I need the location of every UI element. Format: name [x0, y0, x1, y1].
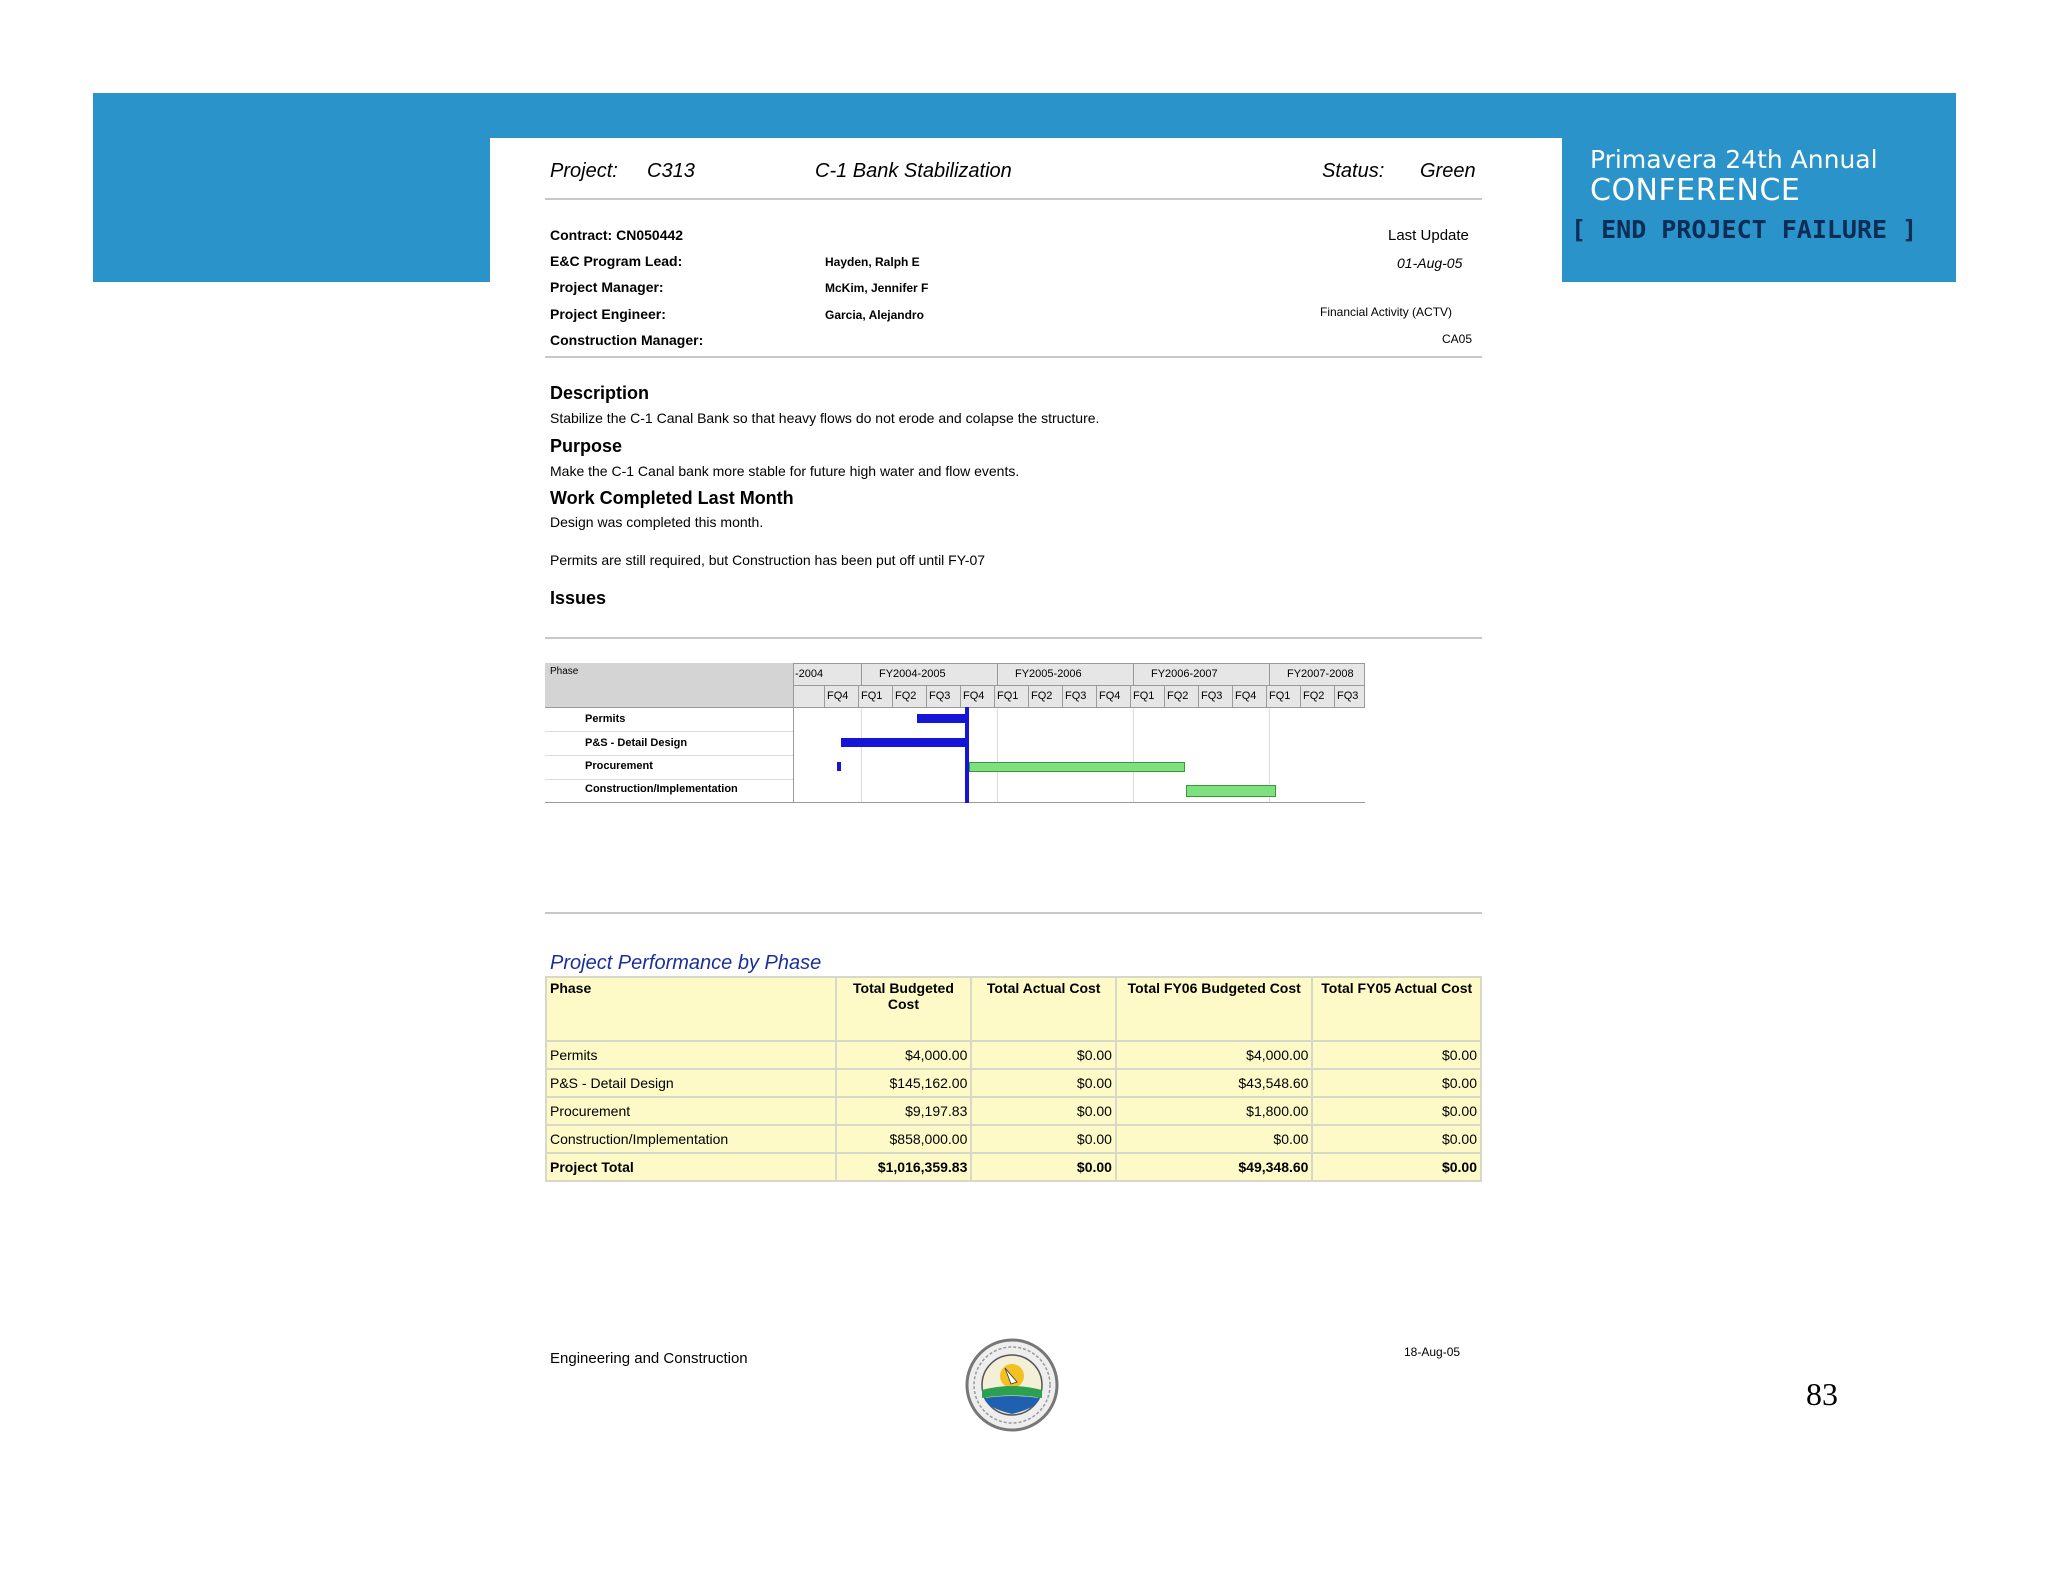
gantt-quarter-label: FQ1	[861, 690, 883, 702]
column-header: Total FY05 Actual Cost	[1312, 977, 1481, 1041]
phase-cell: Permits	[546, 1041, 836, 1069]
performance-table	[545, 976, 1482, 1182]
activity-code: CA05	[1442, 332, 1473, 346]
footer-department: Engineering and Construction	[550, 1350, 748, 1367]
gantt-grid-line	[1266, 685, 1267, 707]
gantt-grid-line	[545, 707, 1365, 708]
gantt-grid-line	[1130, 685, 1131, 707]
program-lead-name: Hayden, Ralph E	[825, 255, 920, 269]
total-label-cell: Project Total	[546, 1153, 836, 1181]
gantt-year-label: FY2004-2005	[879, 668, 946, 680]
table-row	[546, 1097, 1481, 1125]
gantt-grid-line	[793, 663, 794, 803]
engineer-label: Project Engineer:	[550, 306, 666, 322]
actual-cost-cell: $0.00	[971, 1069, 1116, 1097]
actual-cost-cell: $0.00	[971, 1125, 1116, 1153]
gantt-quarter-label: FQ3	[929, 690, 951, 702]
gantt-quarter-label: FQ4	[1235, 690, 1257, 702]
performance-title: Project Performance by Phase	[550, 952, 822, 974]
gantt-row-label-clip	[585, 783, 793, 795]
status-value: Green	[1420, 160, 1476, 182]
actual-cost-cell: $0.00	[971, 1041, 1116, 1069]
fy06-budgeted-cell: $43,548.60	[1116, 1069, 1312, 1097]
conference-tagline: [ END PROJECT FAILURE ]	[1571, 215, 1918, 244]
gantt-grid-line	[1096, 685, 1097, 707]
conference-line-1: Primavera 24th Annual	[1590, 145, 1878, 174]
gantt-grid-line	[545, 802, 1365, 803]
divider	[545, 198, 1482, 200]
table-row	[546, 1069, 1481, 1097]
gantt-grid-line	[960, 685, 961, 707]
table-row	[546, 1125, 1481, 1153]
total-budgeted-cell: $1,016,359.83	[836, 1153, 972, 1181]
purpose-text: Make the C-1 Canal bank more stable for future high water and flow events.	[550, 463, 1020, 479]
gantt-row-label: Permits	[585, 713, 626, 725]
total-actual-cell: $0.00	[971, 1153, 1116, 1181]
gantt-quarter-label: FQ3	[1337, 690, 1359, 702]
issues-heading: Issues	[550, 588, 607, 608]
column-header: Total Budgeted Cost	[836, 977, 972, 1041]
gantt-grid-line	[994, 685, 995, 707]
gantt-current-date-line	[965, 707, 969, 803]
column-header: Total Actual Cost	[971, 977, 1116, 1041]
project-label: Project:	[550, 160, 618, 182]
budgeted-cost-cell: $145,162.00	[836, 1069, 972, 1097]
phase-cell: Construction/Implementation	[546, 1125, 836, 1153]
actual-cost-cell: $0.00	[971, 1097, 1116, 1125]
work-completed-text: Design was completed this month.	[550, 514, 764, 530]
column-header: Total FY06 Budgeted Cost	[1116, 977, 1312, 1041]
gantt-grid-line	[861, 663, 862, 685]
gantt-grid-line	[892, 685, 893, 707]
gantt-year-label: FY2006-2007	[1151, 668, 1218, 680]
financial-activity: Financial Activity (ACTV)	[1320, 305, 1453, 319]
divider	[545, 356, 1482, 358]
footer-date: 18-Aug-05	[1404, 1345, 1461, 1359]
gantt-grid-line	[1062, 685, 1063, 707]
phase-cell: P&S - Detail Design	[546, 1069, 836, 1097]
column-header: Phase	[546, 977, 836, 1041]
total-fy05-actual-cell: $0.00	[1312, 1153, 1481, 1181]
gantt-row-label: Procurement	[585, 760, 653, 772]
budgeted-cost-cell: $4,000.00	[836, 1041, 972, 1069]
gantt-grid-line	[1232, 685, 1233, 707]
gantt-quarter-label: FQ1	[1133, 690, 1155, 702]
gantt-grid-line	[1269, 663, 1270, 685]
gantt-bar-construction-planned	[1186, 785, 1276, 797]
permits-note: Permits are still required, but Construction has been put off until FY-07	[550, 552, 986, 568]
fy05-actual-cell: $0.00	[1312, 1069, 1481, 1097]
conference-logo	[1571, 145, 1918, 244]
gantt-quarter-label: FQ2	[1031, 690, 1053, 702]
gantt-chart	[545, 663, 1365, 803]
gantt-phase-header: Phase	[550, 666, 579, 677]
divider	[545, 912, 1482, 914]
gantt-grid-line	[1133, 708, 1134, 802]
phase-cell: Procurement	[546, 1097, 836, 1125]
work-completed-heading: Work Completed Last Month	[550, 488, 794, 508]
description-text: Stabilize the C-1 Canal Bank so that heavy flows do not erode and colapse the structure.	[550, 410, 1100, 426]
program-lead-label: E&C Program Lead:	[550, 253, 683, 269]
fy06-budgeted-cell: $0.00	[1116, 1125, 1312, 1153]
gantt-grid-line	[1334, 685, 1335, 707]
gantt-year-label: FY2005-2006	[1015, 668, 1082, 680]
table-row	[546, 1041, 1481, 1069]
gantt-year-label: FY2007-2008	[1287, 668, 1354, 680]
gantt-grid-line	[793, 685, 1365, 686]
construction-manager-label: Construction Manager:	[550, 332, 704, 348]
gantt-quarter-label: FQ2	[1167, 690, 1189, 702]
fy05-actual-cell: $0.00	[1312, 1041, 1481, 1069]
gantt-grid-line	[545, 779, 793, 780]
contract-number: Contract: CN050442	[550, 227, 684, 243]
gantt-bar-procurement-actual	[837, 762, 841, 771]
gantt-year-label: -2004	[795, 668, 824, 680]
manager-label: Project Manager:	[550, 279, 664, 295]
last-update-label: Last Update	[1388, 227, 1469, 244]
gantt-grid-line	[1300, 685, 1301, 707]
gantt-grid-line	[997, 663, 998, 685]
gantt-grid-line	[1364, 663, 1365, 707]
budgeted-cost-cell: $858,000.00	[836, 1125, 972, 1153]
gantt-quarter-label: FQ2	[1303, 690, 1325, 702]
gantt-quarter-label: FQ4	[827, 690, 849, 702]
description-heading: Description	[550, 383, 650, 403]
budgeted-cost-cell: $9,197.83	[836, 1097, 972, 1125]
divider	[545, 637, 1482, 639]
gantt-quarter-label: FQ3	[1065, 690, 1087, 702]
gantt-grid-line	[861, 708, 862, 802]
engineer-name: Garcia, Alejandro	[825, 308, 924, 322]
gantt-grid-line	[545, 755, 793, 756]
fy06-budgeted-cell: $4,000.00	[1116, 1041, 1312, 1069]
gantt-grid-line	[997, 708, 998, 802]
project-code: C313	[647, 160, 695, 182]
project-report-page	[490, 138, 1562, 1443]
gantt-grid-line	[1133, 663, 1134, 685]
gantt-grid-line	[926, 685, 927, 707]
table-total-row	[546, 1153, 1481, 1181]
gantt-phase-header-cell	[545, 663, 793, 707]
gantt-grid-line	[1198, 685, 1199, 707]
fy05-actual-cell: $0.00	[1312, 1125, 1481, 1153]
conference-line-2: CONFERENCE	[1590, 173, 1801, 208]
manager-name: McKim, Jennifer F	[825, 281, 929, 295]
gantt-grid-line	[793, 663, 1365, 664]
gantt-bar-permits	[917, 714, 967, 723]
gantt-quarter-label: FQ3	[1201, 690, 1223, 702]
gantt-quarter-label: FQ1	[1269, 690, 1291, 702]
status-label: Status:	[1322, 160, 1385, 182]
total-fy06-budgeted-cell: $49,348.60	[1116, 1153, 1312, 1181]
gantt-bar-procurement-planned	[969, 762, 1185, 772]
gantt-quarter-label: FQ4	[963, 690, 985, 702]
gantt-row-label: P&S - Detail Design	[585, 737, 688, 749]
gantt-grid-line	[1028, 685, 1029, 707]
gantt-quarter-label: FQ2	[895, 690, 917, 702]
slide-page-number: 83	[1806, 1376, 1838, 1412]
gantt-grid-line	[545, 731, 793, 732]
fy05-actual-cell: $0.00	[1312, 1097, 1481, 1125]
gantt-grid-line	[1164, 685, 1165, 707]
fy06-budgeted-cell: $1,800.00	[1116, 1097, 1312, 1125]
gantt-quarter-label: FQ4	[1099, 690, 1121, 702]
gantt-quarter-label: FQ1	[997, 690, 1019, 702]
table-header-row	[546, 977, 1481, 1041]
gantt-grid-line	[824, 685, 825, 707]
purpose-heading: Purpose	[550, 436, 623, 456]
gantt-grid-line	[858, 685, 859, 707]
project-name: C-1 Bank Stabilization	[815, 160, 1012, 182]
last-update-date: 01-Aug-05	[1397, 255, 1463, 271]
gantt-row-label: Construction/Implementation	[585, 783, 738, 795]
gantt-bar-detail-design	[841, 738, 965, 747]
district-seal-icon	[965, 1338, 1059, 1432]
